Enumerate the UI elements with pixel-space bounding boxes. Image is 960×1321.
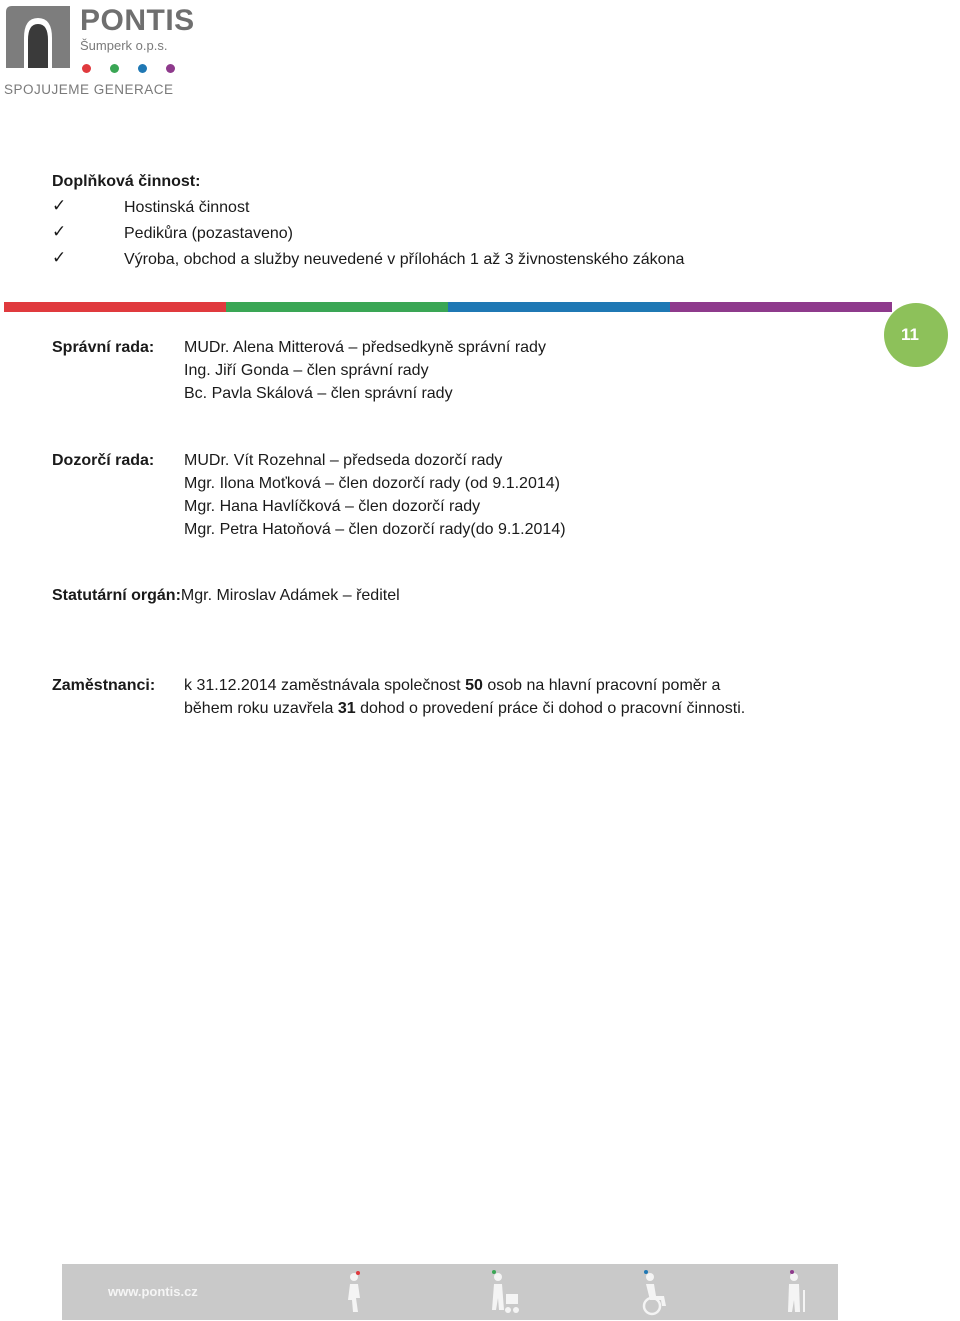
statutarni-organ-value: Mgr. Miroslav Adámek – ředitel [180,587,400,604]
check-icon: ✓ [52,196,67,215]
color-segment-purple [670,302,892,312]
doplnkova-heading: Doplňková činnost: [52,173,201,190]
color-segment-red [4,302,226,312]
statutarni-organ [52,584,400,607]
zamestnanci-text: k 31.12.2014 zaměstnávala společnost [184,677,466,694]
spravni-rada-member: Bc. Pavla Skálová – člen správní rady [184,385,453,402]
zamestnanci-text: během roku uzavřela [184,700,338,717]
employee-count: 50 [465,677,483,694]
logo-tagline: SPOJUJEME GENERACE [4,82,174,97]
zamestnanci-text: dohod o provedení práce či dohod o pracovní činnosti. [355,700,746,717]
dozorci-rada-member: Mgr. Petra Hatoňová – člen dozorčí rady(do 9.1.2014) [184,521,566,538]
logo-name: PONTIS [80,4,195,37]
logo-subtitle: Šumperk o.p.s. [80,38,168,53]
check-icon: ✓ [52,248,67,267]
wheelchair-icon [636,1270,672,1316]
logo-dot-blue [138,64,147,73]
page-number-badge: 11 [884,303,948,367]
logo-dot-green [110,64,119,73]
spravni-rada-member: Ing. Jiří Gonda – člen správní rady [184,362,429,379]
spravni-rada-member: MUDr. Alena Mitterová – předsedkyně správní rady [184,339,546,356]
list-item: Pedikůra (pozastaveno) [124,225,293,242]
footer-banner [62,1264,838,1320]
zamestnanci-line-1 [184,674,720,697]
dozorci-rada-member: Mgr. Hana Havlíčková – člen dozorčí rady [184,498,481,515]
zamestnanci-label: Zaměstnanci: [52,677,156,694]
pontis-logo [0,0,195,100]
check-icon: ✓ [52,222,67,241]
footer-url: www.pontis.cz [108,1284,198,1299]
agreement-count: 31 [337,700,356,717]
statutarni-organ-label: Statutární orgán: [52,587,181,604]
logo-dot-red [82,64,91,73]
dozorci-rada-member: MUDr. Vít Rozehnal – předseda dozorčí rady [184,452,503,469]
zamestnanci-text: osob na hlavní pracovní poměr a [482,677,721,694]
child-figure-icon [336,1270,372,1316]
color-segment-blue [448,302,670,312]
tunnel-logo-icon [4,4,72,70]
color-divider [4,302,892,312]
color-segment-green [226,302,448,312]
logo-dot-purple [166,64,175,73]
dozorci-rada-label: Dozorčí rada: [52,452,155,469]
parent-stroller-icon [486,1270,522,1316]
list-item: Výroba, obchod a služby neuvedené v přílohách 1 až 3 živnostenského zákona [124,251,685,268]
list-item: Hostinská činnost [124,199,250,216]
spravni-rada-label: Správní rada: [52,339,155,356]
elderly-figure-icon [778,1270,814,1316]
zamestnanci-line-2 [184,697,745,720]
dozorci-rada-member: Mgr. Ilona Moťková – člen dozorčí rady (od 9.1.2014) [184,475,560,492]
